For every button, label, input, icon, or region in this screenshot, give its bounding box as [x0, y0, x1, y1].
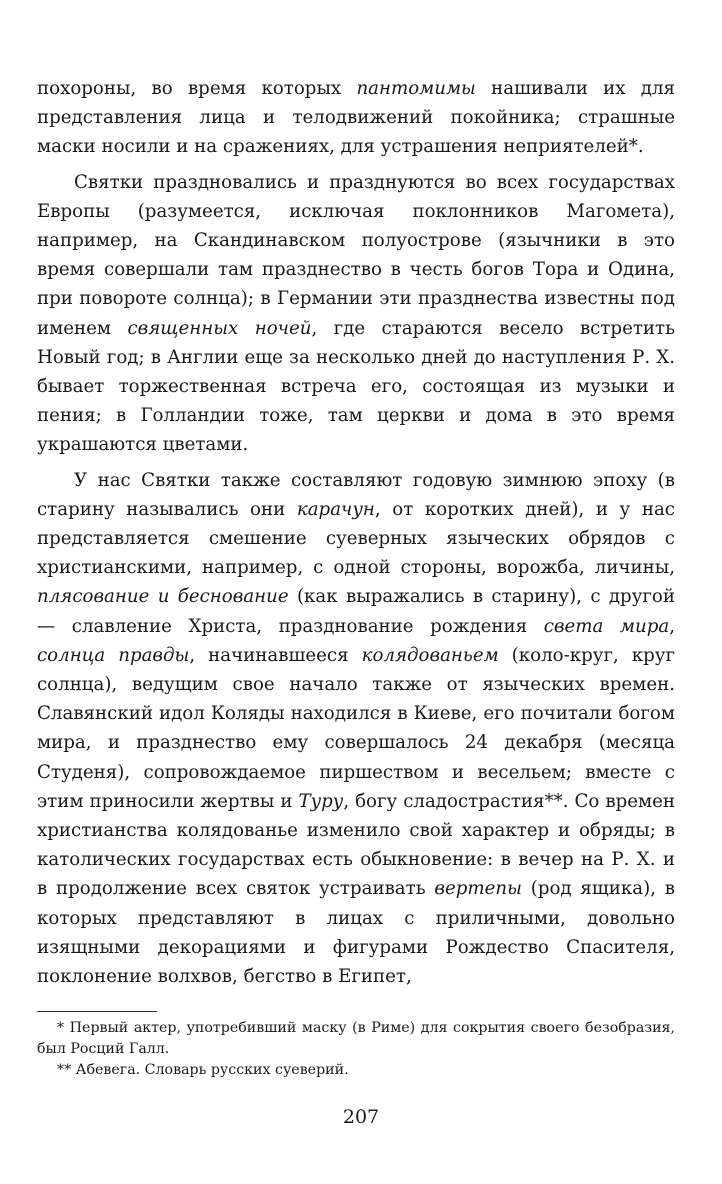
footnote-2: ** Абевега. Словарь русских суеверий.: [57, 1062, 349, 1078]
page-number: 207: [342, 1106, 380, 1128]
text-run: , начинавшееся: [189, 644, 362, 666]
italic-term: священных ночей: [127, 317, 312, 339]
italic-term: пантомимы: [356, 78, 476, 99]
italic-term: солнца правды: [37, 644, 190, 666]
italic-term: Туру: [298, 790, 344, 812]
text-run: (как выражались в старину), с другой — славление Христа, празднование рождения: [37, 586, 675, 637]
text-run: нашивали их для представления лица и телодвижений покойника; страшные маски носили и на сражениях, для устрашения неприятелей*.: [37, 78, 675, 158]
footnote-divider: [37, 1011, 157, 1012]
paragraph: [37, 168, 675, 460]
main-text: [37, 74, 675, 991]
text-run: (род ящика), в которых представляют в лицах с приличными, довольно изящными декорациями и фигурами Рождество Спасителя, поклонение волхвов, бегство в Египет,: [37, 878, 676, 988]
text-run: Святки праздновались и празднуются во всех государствах Европы (разумеется, исключая поклонников Магомета), например, на Скандинавском полуострове (язычники в это время совершали там празднество в честь богов Тора и Одина, при повороте солнца); в Германии эти празднества известны под именем: [37, 171, 675, 339]
footnotes: [37, 1018, 675, 1081]
paragraph: [37, 466, 675, 992]
italic-term: карачун: [296, 498, 375, 520]
text-run: , от коротких дней), и у нас представляется смешение суеверных языческих обрядов с христианскими, например, с одной стороны, ворожба, личины,: [37, 498, 675, 579]
text-run: , богу сладострастия**. Со времен христианства колядованье изменило свой характер и обряды; в католических государствах есть обыкновение: в вечер на Р. Х. и в продолжение всех святок устраивать: [37, 790, 676, 900]
paragraph: [37, 74, 675, 162]
text-run: ,: [669, 615, 675, 637]
italic-term: колядованьем: [361, 644, 499, 666]
text-run: похороны, во время которых: [37, 78, 357, 99]
page-body: [37, 74, 675, 991]
italic-term: плясование и беснование: [37, 586, 289, 608]
text-run: , где стараются весело встретить Новый год; в Англии еще за несколько дней до наступления Р. Х. бывает торжественная встреча его, состоящая из музыки и пения; в Голландии тоже, там церкви и дома в это время украшаются цветами.: [37, 317, 675, 456]
text-run: У нас Святки также составляют годовую зимнюю эпоху (в старину назывались они: [37, 469, 675, 520]
text-run: (коло-круг, круг солнца), ведущим свое начало также от языческих времен. Славянский идол Коляды находился в Киеве, его почитали богом мира, и празднество ему совершалось 24 декабря (месяца Студеня), сопровождаемое пиршеством и весельем; вместе с этим приносили жертвы и: [37, 644, 676, 812]
italic-term: света мира: [543, 615, 670, 637]
footnote-1: * Первый актер, употребивший маску (в Риме) для сокрытия своего безобразия, был Росций Галл.: [37, 1020, 675, 1057]
italic-term: вертепы: [434, 878, 522, 900]
